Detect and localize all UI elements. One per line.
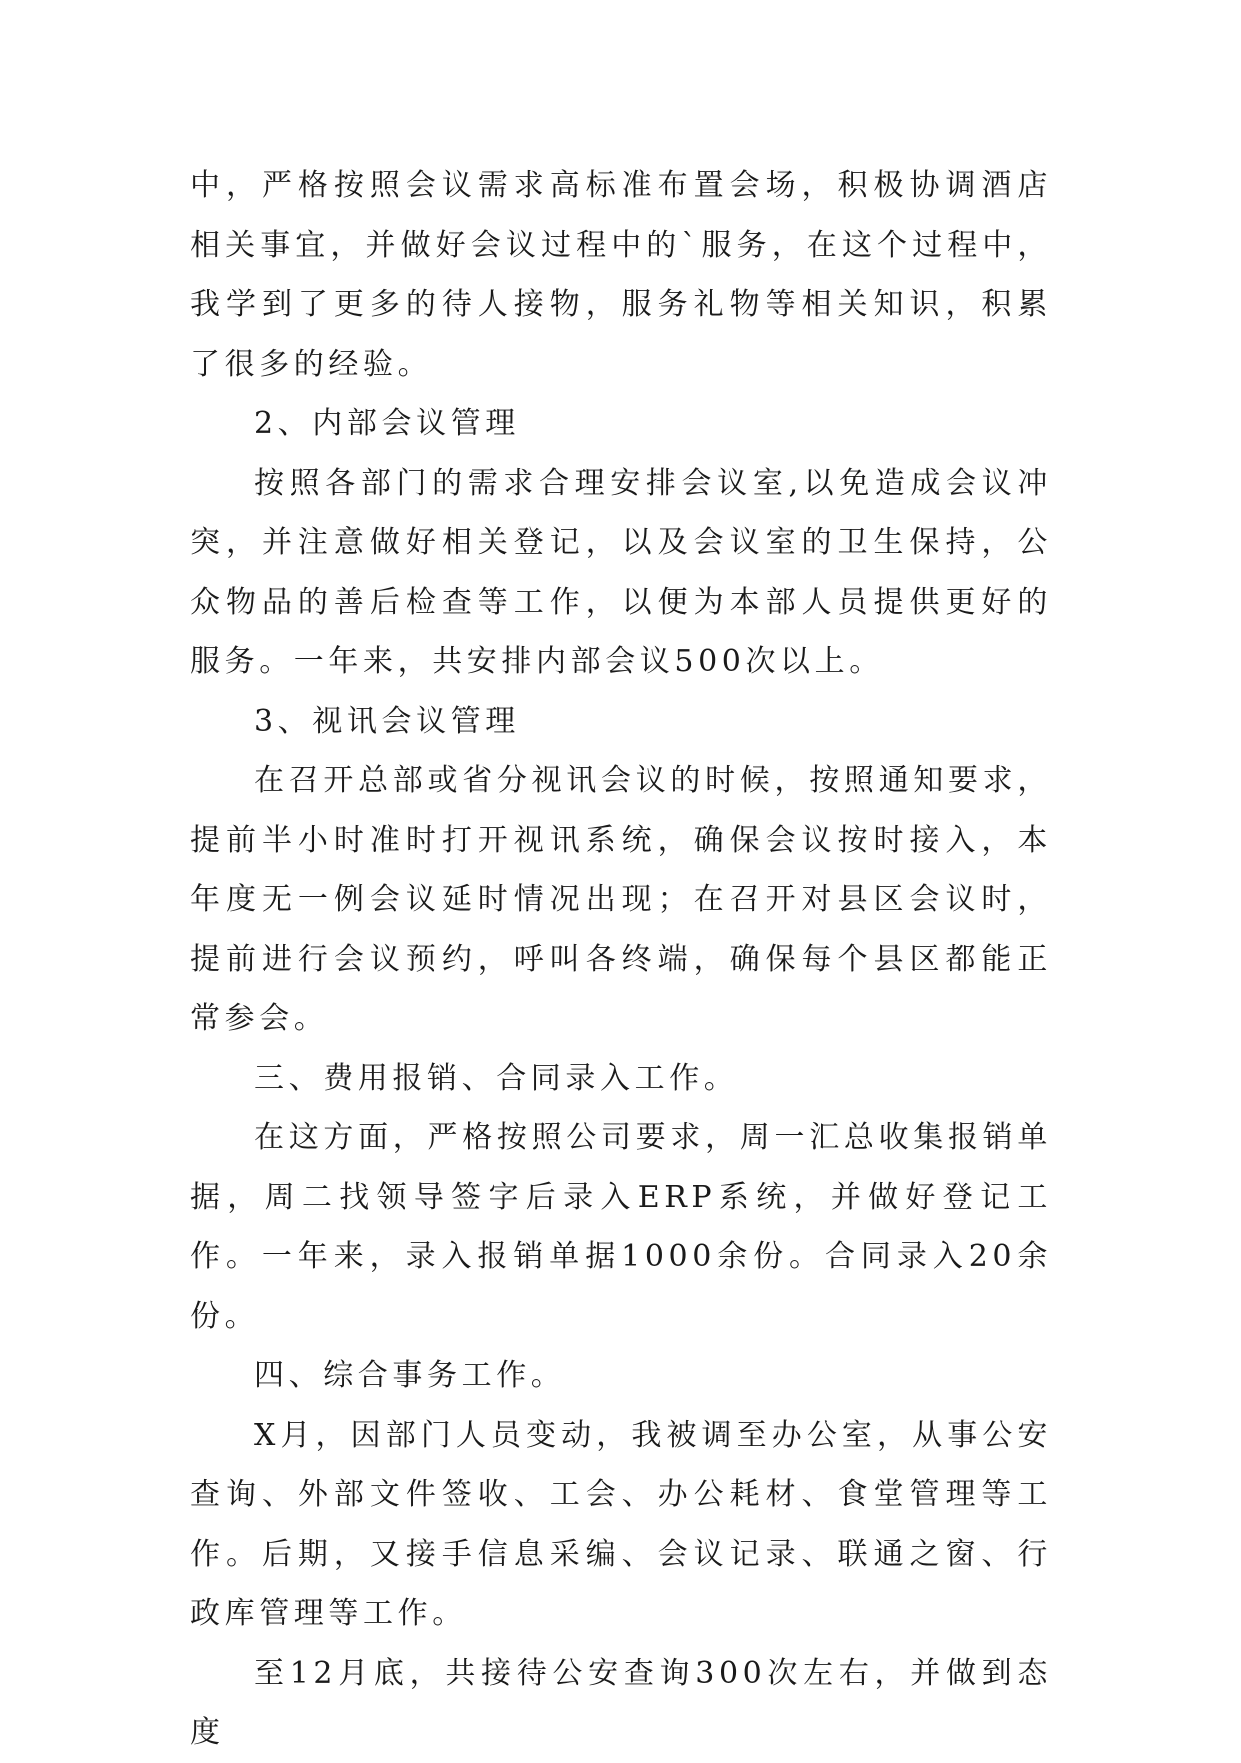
document-body (190, 156, 1052, 1763)
paragraph-meeting-service-continued: 中，严格按照会议需求高标准布置会场，积极协调酒店相关事宜，并做好会议过程中的`服务，在这个过程中，我学到了更多的待人接物，服务礼物等相关知识，积累了很多的经验。 (190, 168, 1052, 382)
paragraph-video-conference: 在召开总部或省分视讯会议的时候，按照通知要求，提前半小时准时打开视讯系统，确保会议按时接入，本年度无一例会议延时情况出现；在召开对县区会议时，提前进行会议预约，呼叫各终端，确保每个县区都能正常参会。 (190, 763, 1052, 1036)
heading-expense-contract-entry: 三、费用报销、合同录入工作。 (254, 1060, 739, 1096)
paragraph-internal-meeting: 按照各部门的需求合理安排会议室,以免造成会议冲突，并注意做好相关登记，以及会议室的卫生保持，公众物品的善后检查等工作，以便为本部人员提供更好的服务。一年来，共安排内部会议500次以上。 (190, 465, 1052, 679)
heading-general-affairs: 四、综合事务工作。 (254, 1358, 566, 1393)
paragraph-police-inquiry: 至12月底，共接待公安查询300次左右，并做到态度 (190, 1655, 1052, 1750)
heading-internal-meeting-management: 2、内部会议管理 (254, 406, 520, 441)
paragraph-expense-contract: 在这方面，严格按照公司要求，周一汇总收集报销单据，周二找领导签字后录入ERP系统，并做好登记工作。一年来，录入报销单据1000余份。合同录入20余份。 (190, 1120, 1052, 1334)
paragraph-general-affairs: X月，因部门人员变动，我被调至办公室，从事公安查询、外部文件签收、工会、办公耗材、食堂管理等工作。后期，又接手信息采编、会议记录、联通之窗、行政库管理等工作。 (190, 1417, 1052, 1631)
heading-video-conference-management: 3、视讯会议管理 (254, 703, 520, 739)
